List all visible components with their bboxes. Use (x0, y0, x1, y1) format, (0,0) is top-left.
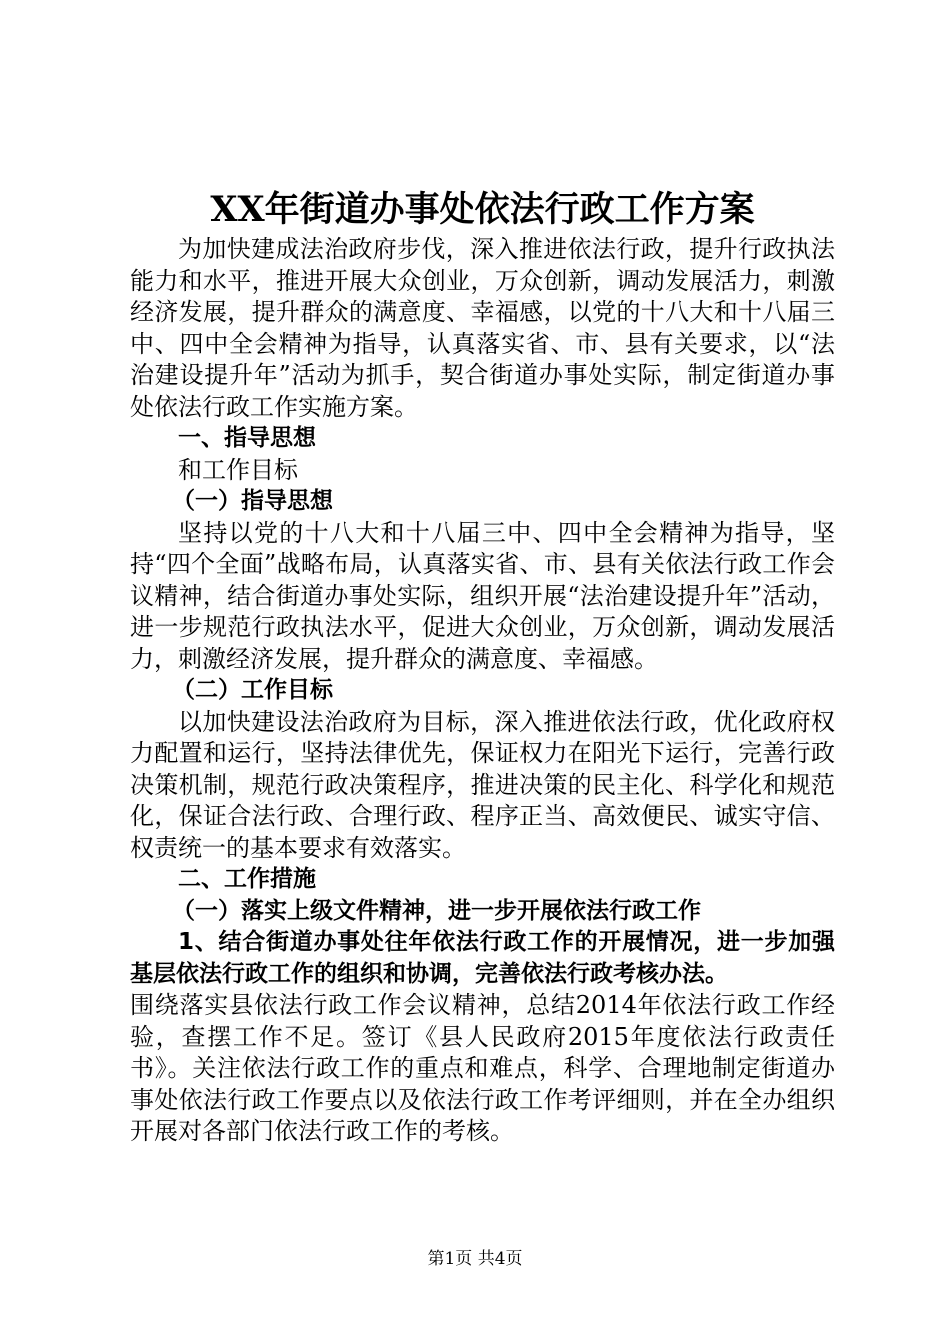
item-1-bold-text: 1、结合街道办事处往年依法行政工作的开展情况，进一步加强基层依法行政工作的组织和协调，完善依法行政考核办法。 (130, 929, 835, 987)
subsection-2-heading: （二）工作目标 (172, 677, 333, 703)
subsection-1-heading: （一）指导思想 (172, 488, 333, 514)
subsection-3-heading: （一）落实上级文件精神，进一步开展依法行政工作 (172, 897, 701, 924)
section-2-heading: 二、工作措施 (178, 866, 316, 892)
subsection-1-body: 坚持以党的十八大和十八届三中、四中全会精神为指导，坚持“四个全面”战略布局，认真落实省、市、县有关依法行政工作会议精神，结合街道办事处实际，组织开展“法治建设提升年”活动，进一步规范行政执法水平，促进大众创业，万众创新，调动发展活力，刺激经济发展，提升群众的满意度、幸福感。 (130, 518, 835, 673)
intro-paragraph: 为加快建成法治政府步伐，深入推进依法行政，提升行政执法能力和水平，推进开展大众创业，万众创新，调动发展活力，刺激经济发展，提升群众的满意度、幸福感，以党的十八大和十八届三中、四中全会精神为指导，认真落实省、市、县有关要求，以“法治建设提升年”活动为抓手，契合街道办事处实际，制定街道办事处依法行政工作实施方案。 (130, 235, 835, 421)
document-title: XX年街道办事处依法行政工作方案 (210, 189, 755, 230)
item-1-body: 围绕落实县依法行政工作会议精神，总结2014年依法行政工作经验，查摆工作不足。签订《县人民政府2015年度依法行政责任书》。关注依法行政工作的重点和难点，科学、合理地制定街道办事处依法行政工作要点以及依法行政工作考评细则，并在全办组织开展对各部门依法行政工作的考核。 (130, 991, 835, 1145)
page-number-footer: 第1页 共4页 (427, 1249, 523, 1269)
section-1-continuation: 和工作目标 (178, 455, 298, 484)
document-page (130, 186, 835, 1148)
subsection-2-body: 以加快建设法治政府为目标，深入推进依法行政，优化政府权力配置和运行，坚持法律优先，保证权力在阳光下运行，完善行政决策机制，规范行政决策程序，推进决策的民主化、科学化和规范化，保证合法行政、合理行政、程序正当、高效便民、诚实守信、权责统一的基本要求有效落实。 (130, 707, 835, 862)
section-1-heading: 一、指导思想 (178, 425, 316, 451)
